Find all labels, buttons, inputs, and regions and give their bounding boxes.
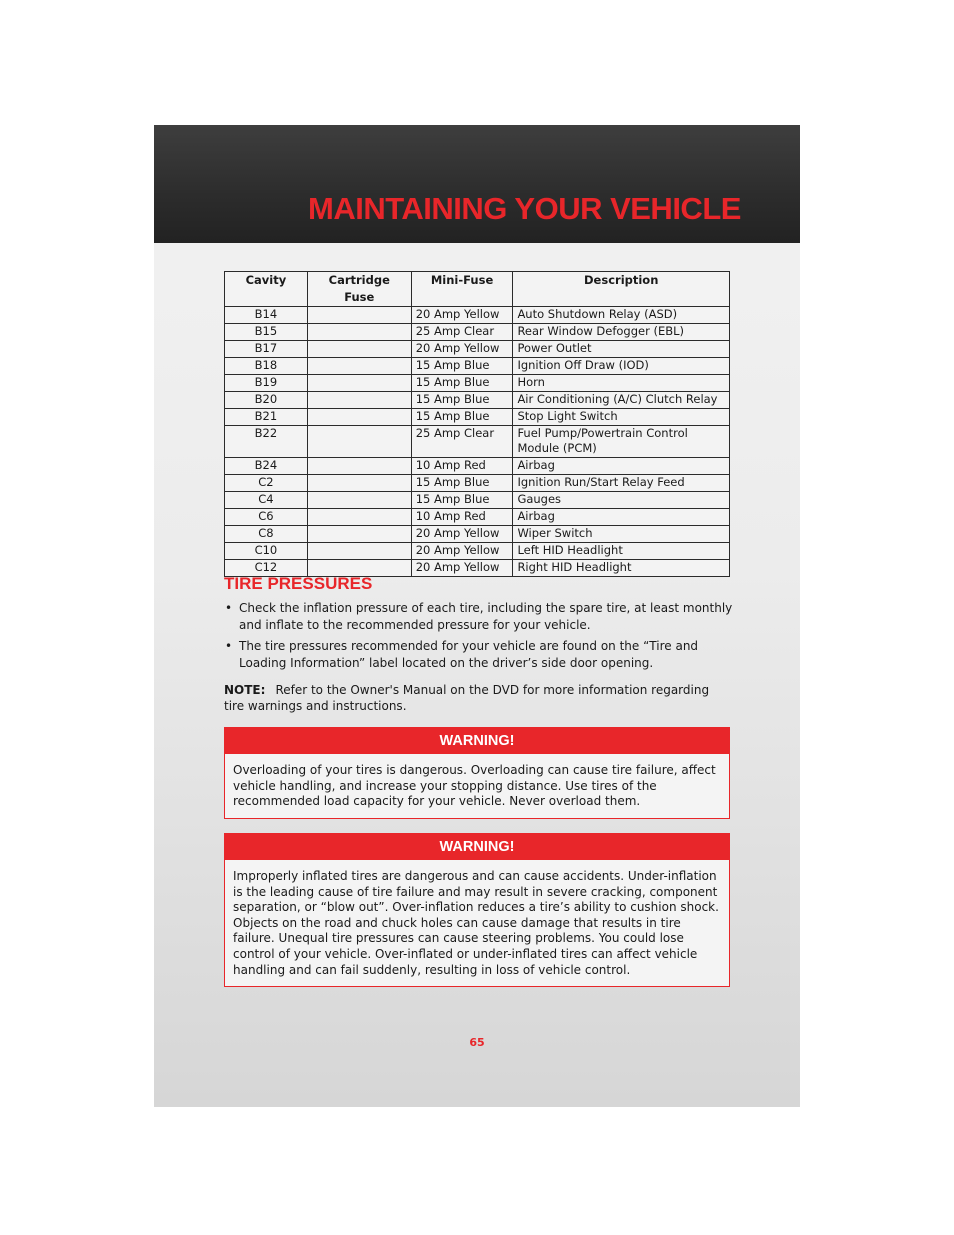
description-cell: Right HID Headlight <box>513 560 730 577</box>
cavity-cell: B24 <box>225 458 308 475</box>
page-title: MAINTAINING YOUR VEHICLE <box>308 191 741 226</box>
mini-fuse-cell: 10 Amp Red <box>411 458 513 475</box>
mini-fuse-cell: 20 Amp Yellow <box>411 543 513 560</box>
cartridge-cell <box>307 307 411 324</box>
description-cell: Wiper Switch <box>513 526 730 543</box>
mini-fuse-cell: 15 Amp Blue <box>411 409 513 426</box>
description-cell: Power Outlet <box>513 341 730 358</box>
column-header-cartridge-fuse: Cartridge Fuse <box>307 272 411 307</box>
cartridge-cell <box>307 526 411 543</box>
description-cell: Airbag <box>513 458 730 475</box>
table-row <box>225 426 730 458</box>
warning-text: Improperly inflated tires are dangerous and can cause accidents. Under-inflation is the leading cause of tire failure and may result in severe cracking, component separation, or “blow out”. Over-inflation reduces a tire’s ability to cushion shock. Objects on the road and chuck holes can cause damage that results in tire failure. Unequal tire pressures can cause steering problems. You could lose control of your vehicle. Over-inflated or under-inflated tires can affect vehicle handling and can fail suddenly, resulting in loss of vehicle control. <box>233 869 719 977</box>
table-row <box>225 392 730 409</box>
column-header-cavity: Cavity <box>225 272 308 307</box>
note-label: NOTE: <box>224 683 266 697</box>
cavity-cell: C2 <box>225 475 308 492</box>
cartridge-cell <box>307 324 411 341</box>
cartridge-cell <box>307 392 411 409</box>
table-row <box>225 409 730 426</box>
mini-fuse-cell: 20 Amp Yellow <box>411 560 513 577</box>
cavity-cell: B15 <box>225 324 308 341</box>
description-cell: Fuel Pump/Powertrain Control Module (PCM) <box>513 426 730 458</box>
warning-title: WARNING! <box>225 834 729 860</box>
cavity-cell: B22 <box>225 426 308 458</box>
cavity-cell: C12 <box>225 560 308 577</box>
cavity-cell: B17 <box>225 341 308 358</box>
table-row <box>225 324 730 341</box>
description-cell: Ignition Off Draw (IOD) <box>513 358 730 375</box>
mini-fuse-cell: 20 Amp Yellow <box>411 307 513 324</box>
cartridge-cell <box>307 409 411 426</box>
mini-fuse-cell: 15 Amp Blue <box>411 375 513 392</box>
cavity-cell: C4 <box>225 492 308 509</box>
cavity-cell: C8 <box>225 526 308 543</box>
table-row <box>225 475 730 492</box>
mini-fuse-cell: 25 Amp Clear <box>411 426 513 458</box>
cartridge-cell <box>307 543 411 560</box>
table-row <box>225 341 730 358</box>
bullet-icon: • <box>225 639 233 653</box>
cavity-cell: B19 <box>225 375 308 392</box>
warning-text: Overloading of your tires is dangerous. Overloading can cause tire failure, affect vehicle handling, and increase your stopping distance. Use tires of the recommended load capacity for your vehicle. Never overload them. <box>233 763 716 809</box>
list-item <box>224 600 734 634</box>
mini-fuse-cell: 20 Amp Yellow <box>411 526 513 543</box>
description-cell: Gauges <box>513 492 730 509</box>
fuse-table <box>224 271 730 577</box>
tire-pressure-bullet-list <box>224 600 734 676</box>
bullet-text: Check the inflation pressure of each tire, including the spare tire, at least monthly and inflate to the recommended pressure for your vehicle. <box>239 601 733 632</box>
cartridge-cell <box>307 341 411 358</box>
mini-fuse-cell: 15 Amp Blue <box>411 392 513 409</box>
table-row <box>225 492 730 509</box>
description-cell: Airbag <box>513 509 730 526</box>
description-cell: Air Conditioning (A/C) Clutch Relay <box>513 392 730 409</box>
table-row <box>225 543 730 560</box>
description-cell: Auto Shutdown Relay (ASD) <box>513 307 730 324</box>
cavity-cell: B21 <box>225 409 308 426</box>
page-number: 65 <box>469 1036 485 1049</box>
mini-fuse-cell: 20 Amp Yellow <box>411 341 513 358</box>
warning-title: WARNING! <box>225 728 729 754</box>
mini-fuse-cell: 10 Amp Red <box>411 509 513 526</box>
description-cell: Rear Window Defogger (EBL) <box>513 324 730 341</box>
cavity-cell: B18 <box>225 358 308 375</box>
manual-page <box>154 125 800 1107</box>
section-title-tire-pressures: TIRE PRESSURES <box>224 574 373 593</box>
table-row <box>225 509 730 526</box>
description-cell: Left HID Headlight <box>513 543 730 560</box>
cartridge-cell <box>307 492 411 509</box>
description-cell: Ignition Run/Start Relay Feed <box>513 475 730 492</box>
table-row <box>225 526 730 543</box>
cartridge-cell <box>307 509 411 526</box>
cavity-cell: B14 <box>225 307 308 324</box>
description-cell: Stop Light Switch <box>513 409 730 426</box>
page-header <box>154 125 800 243</box>
list-item <box>224 638 734 672</box>
mini-fuse-cell: 15 Amp Blue <box>411 475 513 492</box>
warning-box-inflation <box>224 833 730 987</box>
cavity-cell: C10 <box>225 543 308 560</box>
cavity-cell: C6 <box>225 509 308 526</box>
cartridge-cell <box>307 458 411 475</box>
cartridge-cell <box>307 375 411 392</box>
mini-fuse-cell: 25 Amp Clear <box>411 324 513 341</box>
note-paragraph <box>224 682 729 714</box>
column-header-mini-fuse: Mini-Fuse <box>411 272 513 307</box>
cartridge-cell <box>307 358 411 375</box>
description-cell: Horn <box>513 375 730 392</box>
table-row <box>225 358 730 375</box>
table-row <box>225 307 730 324</box>
table-row <box>225 375 730 392</box>
cartridge-cell <box>307 475 411 492</box>
table-row <box>225 458 730 475</box>
note-text: Refer to the Owner's Manual on the DVD for more information regarding tire warnings and instructions. <box>224 683 710 713</box>
table-header-row <box>225 272 730 307</box>
bullet-text: The tire pressures recommended for your vehicle are found on the “Tire and Loading Information” label located on the driver’s side door opening. <box>239 639 699 670</box>
cavity-cell: B20 <box>225 392 308 409</box>
cartridge-cell <box>307 426 411 458</box>
column-header-description: Description <box>513 272 730 307</box>
bullet-icon: • <box>225 601 233 615</box>
warning-box-overloading <box>224 727 730 819</box>
mini-fuse-cell: 15 Amp Blue <box>411 358 513 375</box>
mini-fuse-cell: 15 Amp Blue <box>411 492 513 509</box>
